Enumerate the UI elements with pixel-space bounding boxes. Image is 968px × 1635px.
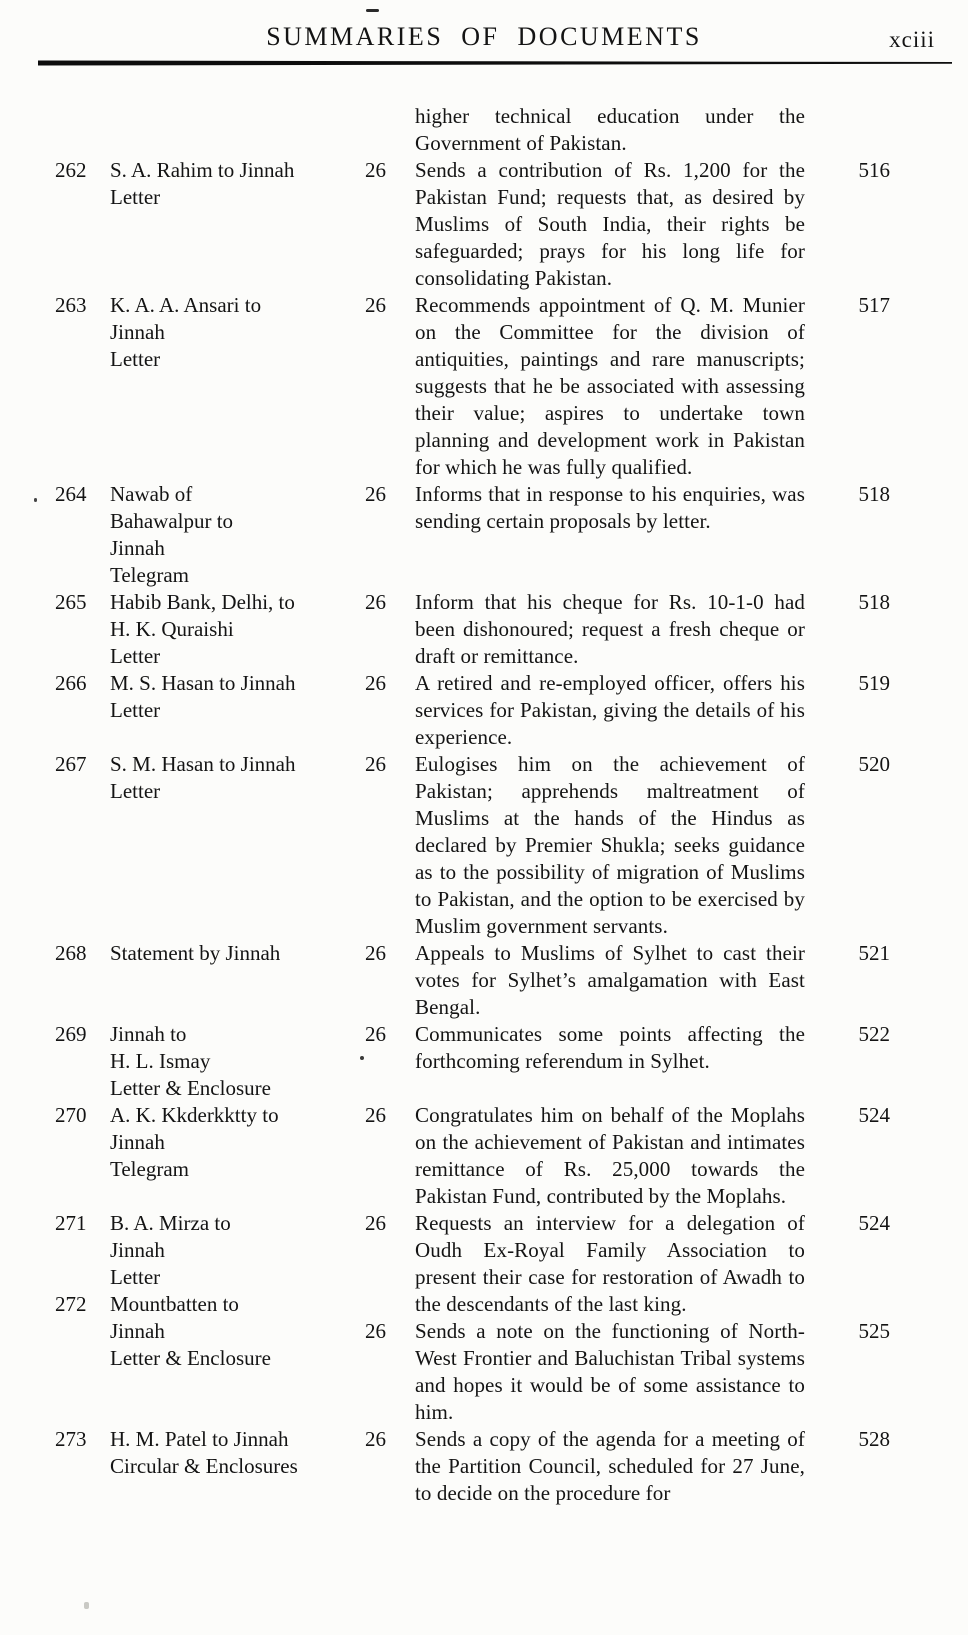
entry-page-number: 524: [858, 1103, 890, 1127]
entry-page-number: 522: [858, 1022, 890, 1046]
entry-summary: Sends a copy of the agenda for a meeting of the Partition Council, scheduled for 27 June, to decide on the procedure for: [415, 1427, 805, 1505]
entry-number: 266: [55, 671, 87, 695]
entry-correspondent: [110, 1210, 365, 1291]
entry-title-line: Letter: [110, 347, 161, 371]
entry-page-number: 518: [858, 482, 890, 506]
entry-date: 26: [365, 1211, 386, 1235]
summary-entry-row: [55, 589, 890, 670]
entry-number: 263: [55, 293, 87, 317]
entry-title-line: Letter: [110, 644, 161, 668]
entry-title-line: Jinnah: [110, 1319, 165, 1343]
entry-title-line: Jinnah to: [110, 1022, 187, 1046]
entry-correspondent: [110, 670, 365, 724]
entry-date: 26: [365, 671, 386, 695]
header-rule: [38, 60, 952, 66]
entry-title-line: Letter: [110, 779, 161, 803]
entry-number: 269: [55, 1022, 87, 1046]
entry-title-line: Letter: [110, 185, 161, 209]
page-header: [0, 22, 968, 52]
entry-correspondent: [110, 1426, 365, 1480]
entry-title-line: Jinnah: [110, 320, 165, 344]
summary-entry-row: [55, 103, 890, 157]
entry-title-line: Telegram: [110, 563, 189, 587]
entry-title-line: Circular & Enclosures: [110, 1454, 298, 1478]
entry-date: 26: [365, 752, 386, 776]
entry-correspondent: [110, 751, 365, 805]
entry-title-line: M. S. Hasan to Jinnah: [110, 671, 296, 695]
entry-date: 26: [365, 1427, 386, 1451]
summary-entry-row: [55, 670, 890, 751]
entry-number: 270: [55, 1103, 87, 1127]
entry-date: 26: [365, 1319, 386, 1343]
entry-title-line: Jinnah: [110, 1238, 165, 1262]
entry-title-line: H. K. Quraishi: [110, 617, 234, 641]
entry-number: 267: [55, 752, 87, 776]
summary-entry-row: [55, 1021, 890, 1102]
page-title: SUMMARIES OF DOCUMENTS: [266, 22, 702, 51]
entry-title-line: Letter: [110, 1265, 161, 1289]
summary-entry-row: [55, 292, 890, 481]
entry-page-number: 516: [858, 158, 890, 182]
entry-title-line: Bahawalpur to: [110, 509, 234, 533]
entry-summary: Congratulates him on behalf of the Moplahs on the achievement of Pakistan and intimates remittance of Rs. 25,000 towards the Pakistan Fund, contributed by the Moplahs.: [415, 1103, 805, 1208]
scan-artifact-dash: [366, 9, 379, 12]
entry-date: 26: [365, 590, 386, 614]
summary-entry-row: [55, 1426, 890, 1507]
entry-title-line: Letter: [110, 698, 161, 722]
entry-page-number: 524: [858, 1211, 890, 1235]
entry-number: 273: [55, 1427, 87, 1451]
entry-page-number: 518: [858, 590, 890, 614]
entry-title-line: Nawab of: [110, 482, 193, 506]
entry-title-line: Letter & Enclosure: [110, 1076, 271, 1100]
summary-entry-row: [55, 1102, 890, 1210]
entry-number: 262: [55, 158, 87, 182]
summary-entry-row: [55, 157, 890, 292]
entry-title-line: Letter & Enclosure: [110, 1346, 271, 1370]
entry-page-number: 521: [858, 941, 890, 965]
entry-summary: Inform that his cheque for Rs. 10-1-0 had been dishonoured; request a fresh cheque or draft or remittance.: [415, 590, 805, 668]
folio-number: xciii: [889, 27, 935, 52]
entry-page-number: 519: [858, 671, 890, 695]
entry-number: 268: [55, 941, 87, 965]
summary-entry-row: [55, 940, 890, 1021]
entry-title-line: K. A. A. Ansari to: [110, 293, 262, 317]
entry-title-line: Telegram: [110, 1157, 189, 1181]
entry-summary: Informs that in response to his enquiries, was sending certain proposals by letter.: [415, 482, 805, 533]
entry-title-line: B. A. Mirza to: [110, 1211, 231, 1235]
entry-number: 264: [55, 482, 87, 506]
scan-artifact-dot: [360, 1056, 364, 1060]
entry-title-line: H. L. Ismay: [110, 1049, 211, 1073]
entry-date: 26: [365, 482, 386, 506]
entry-date: 26: [365, 158, 386, 182]
entry-summary: A retired and re-employed officer, offers his services for Pakistan, giving the details of his experience.: [415, 671, 805, 749]
entry-page-number: 520: [858, 752, 890, 776]
entry-title-line: Jinnah: [110, 1130, 165, 1154]
entry-page-number: 517: [858, 293, 890, 317]
entry-date: 26: [365, 1022, 386, 1046]
entry-summary: Requests an interview for a delegation of Oudh Ex-Royal Family Association to present their case for restoration of Awadh to the descendants of the last king.: [415, 1211, 805, 1316]
entry-summary: Recommends appointment of Q. M. Munier on the Committee for the division of antiquities, paintings and rare manuscripts; suggests that he be associated with assessing their value; aspires to undertake town planning and development work in Pakistan for which he was fully qualified.: [415, 293, 805, 479]
entry-correspondent: [110, 481, 365, 589]
entry-title-line: S. M. Hasan to Jinnah: [110, 752, 296, 776]
entry-summary: Eulogises him on the achievement of Pakistan; apprehends maltreatment of Muslims at the hands of the Hindus as declared by Premier Shukla; seeks guidance as to the possibility of migration of Muslims to Pakistan, and the option to be exercised by Muslim government servants.: [415, 752, 805, 938]
summary-entry-row: [55, 481, 890, 589]
entry-number: 271: [55, 1211, 87, 1235]
entry-title-line: Jinnah: [110, 536, 165, 560]
summary-entry-row: [55, 751, 890, 940]
entry-summary: Sends a contribution of Rs. 1,200 for the Pakistan Fund; requests that, as desired by Muslims of South India, their rights be safeguarded; prays for his long life for consolidating Pakistan.: [415, 158, 805, 290]
entry-summary: Communicates some points affecting the forthcoming referendum in Sylhet.: [415, 1022, 805, 1073]
entry-correspondent: [110, 940, 365, 967]
entry-correspondent: [110, 589, 365, 670]
entry-date: 26: [365, 293, 386, 317]
entry-title-line: H. M. Patel to Jinnah: [110, 1427, 289, 1451]
entry-date: 26: [365, 1103, 386, 1127]
scan-artifact-speck: [84, 1602, 89, 1609]
document-summaries-list: [55, 103, 890, 1507]
entry-summary: Appeals to Muslims of Sylhet to cast their votes for Sylhet’s amalgamation with East Bengal.: [415, 941, 805, 1019]
entry-number: 272: [55, 1292, 87, 1316]
entry-title-line: A. K. Kkderkktty to: [110, 1103, 279, 1127]
entry-title-line: Mountbatten to: [110, 1292, 239, 1316]
entry-title-line: S. A. Rahim to Jinnah: [110, 158, 295, 182]
entry-summary: Sends a note on the functioning of North-West Frontier and Baluchistan Tribal systems and hopes it would be of some assistance to him.: [415, 1319, 805, 1424]
entry-page-number: 525: [858, 1319, 890, 1343]
entry-page-number: 528: [858, 1427, 890, 1451]
entry-correspondent: [110, 1021, 365, 1102]
entry-summary: higher technical education under the Government of Pakistan.: [415, 104, 805, 155]
scan-artifact-dot: [34, 498, 37, 502]
entry-title-line: Habib Bank, Delhi, to: [110, 590, 295, 614]
entry-correspondent: [110, 1102, 365, 1183]
entry-correspondent: [110, 292, 365, 373]
entry-title-line: Statement by Jinnah: [110, 941, 281, 965]
summary-entry-row: [55, 1292, 890, 1426]
entry-number: 265: [55, 590, 87, 614]
entry-correspondent: [110, 157, 365, 211]
entry-date: 26: [365, 941, 386, 965]
entry-correspondent: [110, 1291, 365, 1372]
